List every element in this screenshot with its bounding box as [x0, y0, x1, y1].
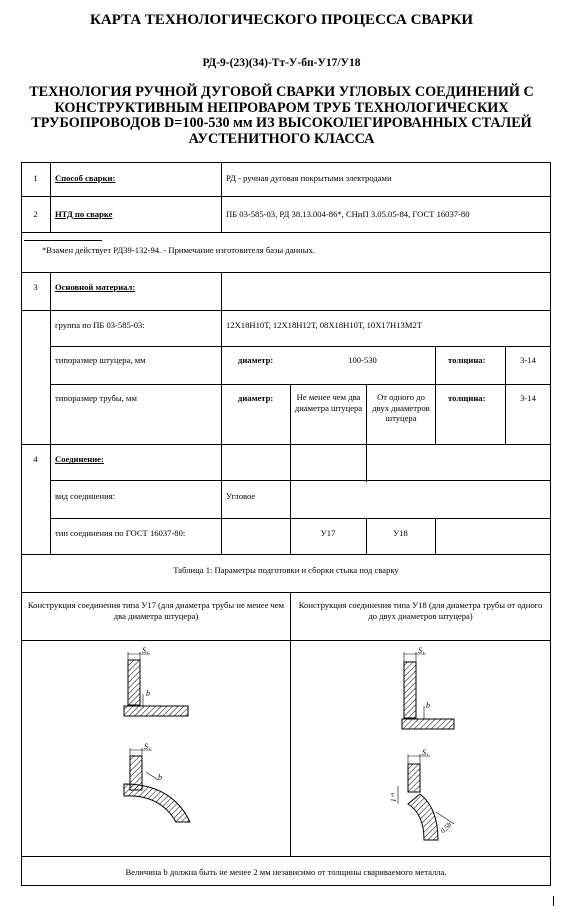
pipe-thickness-label: толщина: — [448, 393, 486, 403]
s1-label: S₁ — [418, 646, 425, 655]
col-divider — [50, 162, 51, 232]
steel-group-value: 12Х18Н10Т, 12Х18Н12Т, 08Х18Н10Т, 10Х17Н13М2Т — [226, 320, 423, 330]
pipe-thickness-value: 3-14 — [520, 393, 536, 403]
joint-kind-value: Угловое — [226, 491, 256, 501]
document-heading: ТЕХНОЛОГИЯ РУЧНОЙ ДУГОВОЙ СВАРКИ УГЛОВЫХ СОЕДИНЕНИЙ С КОНСТРУКТИВНЫМ НЕПРОВАРОМ ТРУБ ТЕХНОЛОГИЧЕСКИХ ТРУБОПРОВОДОВ D=100-530 мм ИЗ ВЫСОКОЛЕГИРОВАННЫХ СТАЛЕЙ АУСТЕНИТНОГО КЛАССА — [29, 84, 534, 147]
gap-note: Величина b должна быть не менее 2 мм независимо от толщины свариваемого металла. — [125, 867, 447, 877]
row-divider — [21, 272, 551, 273]
b-label: b — [158, 773, 162, 782]
row-divider — [21, 310, 551, 311]
pipe-diameter-label: диаметр: — [238, 393, 274, 403]
nipple-thickness-label: толщина: — [448, 355, 486, 365]
col-divider — [50, 272, 51, 554]
col-divider — [221, 272, 222, 554]
s1-label: S₁ — [144, 742, 151, 751]
u17-joint-sketch — [110, 644, 220, 824]
pipe-size-label: типоразмер трубы, мм — [55, 393, 137, 403]
row-divider — [50, 518, 551, 519]
col-divider — [435, 518, 436, 554]
table1-caption: Таблица 1: Параметры подготовки и сборки стыка под сварку — [173, 565, 399, 575]
row-number: 4 — [33, 454, 38, 464]
nipple-diameter-value: 100-530 — [348, 355, 377, 365]
b-label: b — [146, 689, 150, 698]
row-number: 2 — [33, 209, 38, 219]
u17-header: Конструкция соединения типа У17 (для диаметра трубы не менее чем два диаметра штуцера) — [27, 600, 285, 621]
row-divider — [50, 346, 551, 347]
steel-group-label: группа по ПБ 03-585-03: — [55, 320, 145, 330]
row-divider — [21, 640, 551, 641]
row-divider — [21, 554, 551, 555]
col-divider — [290, 592, 291, 856]
dimension-label: 1⁺¹ — [390, 792, 398, 802]
pipe-diameter-u18: От одного до двух диаметров штуцера — [372, 392, 430, 423]
u18-joint-sketch — [380, 644, 490, 844]
nipple-size-label: типоразмер штуцера, мм — [55, 355, 146, 365]
joint-kind-label: вид соединения: — [55, 491, 116, 501]
row-divider — [21, 196, 551, 197]
row-divider — [21, 856, 551, 857]
row-divider — [50, 480, 551, 481]
pipe-diameter-u17: Не менее чем два диаметра штуцера — [294, 392, 363, 413]
welding-method-value: РД - ручная дуговая покрытыми электродами — [226, 173, 392, 183]
footnote-separator — [24, 240, 102, 241]
u18-header: Конструкция соединения типа У18 (для диаметра трубы от одного до двух диаметров штуцера) — [298, 600, 543, 621]
row-divider — [21, 444, 551, 445]
ntd-label: НТД по сварке — [55, 209, 113, 219]
footnote: *Взамен действует РД39-132-94. - Примечание изготовителя базы данных. — [42, 245, 315, 255]
s1-label: S₁ — [142, 646, 149, 655]
welding-method-label: Способ сварки: — [55, 173, 116, 183]
base-material-label: Основной материал: — [55, 282, 136, 292]
row-divider — [50, 384, 551, 385]
col-divider — [366, 384, 367, 482]
ntd-value: ПБ 03-585-03, РД 38.13.004-86*, СНиП 3.05.05-84, ГОСТ 16037-80 — [226, 209, 470, 219]
s1-label: S₁ — [422, 748, 429, 757]
edge-mark — [553, 896, 554, 906]
nipple-thickness-value: 3-14 — [520, 355, 536, 365]
b-label: b — [426, 701, 430, 710]
nipple-diameter-label: диаметр: — [238, 355, 274, 365]
joint-label: Соединение: — [55, 454, 104, 464]
col-divider — [435, 346, 436, 444]
document-code: РД-9-(23)(34)-Тт-У-бп-У17/У18 — [202, 57, 361, 69]
row-number: 3 — [33, 282, 38, 292]
joint-type-label: тип соединения по ГОСТ 16037-80: — [55, 528, 186, 538]
dimension-label: 0,5b — [438, 820, 454, 836]
joint-type-u18: У18 — [393, 528, 408, 538]
row-divider — [21, 232, 551, 233]
joint-type-u17: У17 — [320, 528, 336, 538]
col-divider — [221, 162, 222, 232]
row-divider — [21, 592, 551, 593]
document-title: КАРТА ТЕХНОЛОГИЧЕСКОГО ПРОЦЕССА СВАРКИ — [90, 12, 473, 28]
row-number: 1 — [33, 173, 38, 183]
